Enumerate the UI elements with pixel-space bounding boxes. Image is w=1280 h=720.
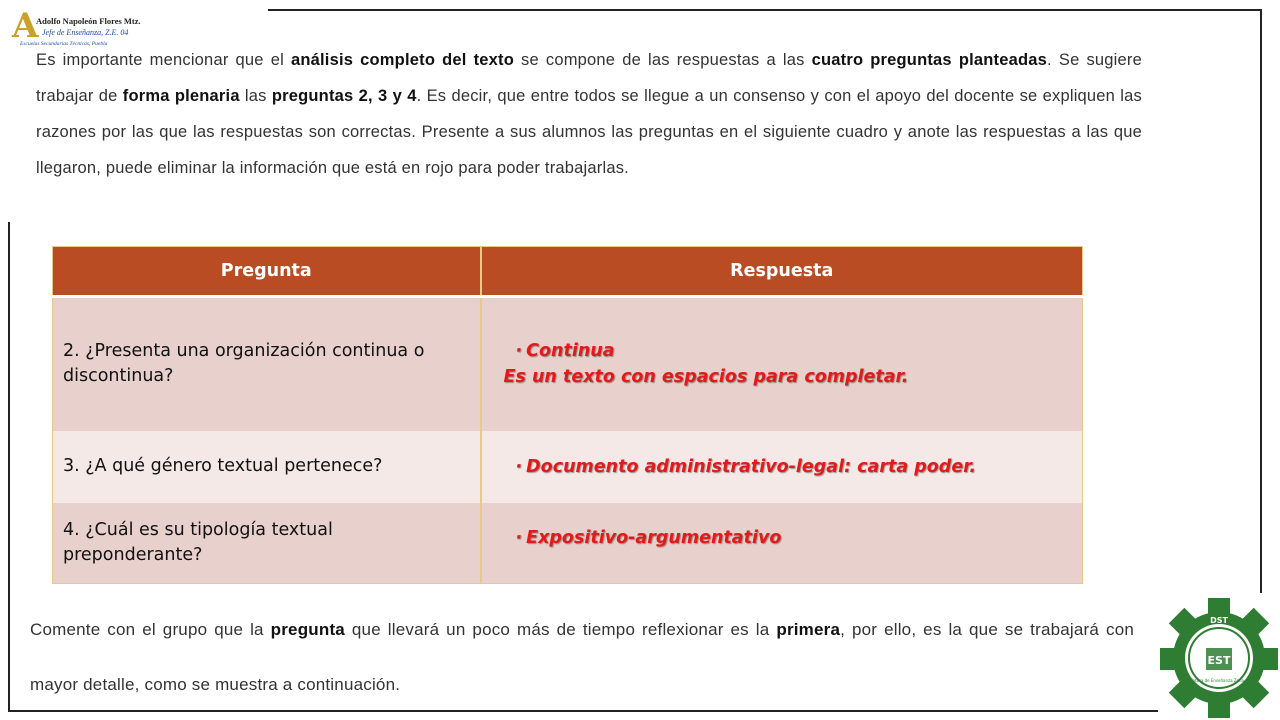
closing-paragraph — [30, 602, 1134, 712]
logo-school: Escuelas Secundarias Técnicas, Puebla — [20, 41, 108, 47]
outro-text: Comente con el grupo que la — [30, 620, 271, 639]
intro-paragraph — [36, 42, 1142, 186]
answer-bullet: · — [515, 527, 523, 548]
frame-left-line — [8, 222, 10, 712]
badge-top-text: DST — [1210, 616, 1228, 625]
intro-text: las — [239, 87, 272, 105]
logo-initial: A — [12, 6, 39, 46]
table-row — [53, 297, 1083, 431]
question-cell: 3. ¿A qué género textual pertenece? — [53, 431, 481, 503]
badge-center-text: EST — [1207, 654, 1231, 667]
logo-name: Adolfo Napoleón Flores Mtz. — [36, 16, 141, 26]
frame-top-line — [268, 9, 1262, 11]
answer-cell — [481, 431, 1083, 503]
outro-bold: pregunta — [270, 620, 345, 639]
gear-badge-icon — [1158, 596, 1280, 720]
header-answer: Respuesta — [481, 247, 1083, 297]
intro-bold: forma plenaria — [122, 87, 240, 105]
outro-text: , por ello, es la que se trabajará con mayor detalle, como se muestra a continuación. — [30, 620, 1134, 694]
question-cell: 2. ¿Presenta una organización continua o discontinua? — [53, 297, 481, 431]
answer-line — [492, 338, 1073, 364]
answer-cell — [481, 503, 1083, 584]
table-row — [53, 503, 1083, 584]
intro-text: . Es decir, que entre todos se llegue a un consenso y con el apoyo del docente se expliquen las razones por las que las respuestas son correctas. Presente a sus alumnos las preguntas en el siguiente cuadro y anote las respuestas a las que llegaron, puede eliminar la información que está en rojo para poder trabajarlas. — [36, 87, 1142, 177]
intro-bold: análisis completo del texto — [290, 51, 515, 69]
intro-text: se compone de las respuestas a las — [514, 51, 812, 69]
logo-role: Jefe de Enseñanza, Z.E. 04 — [42, 28, 129, 37]
answer-bullet: · — [515, 341, 523, 361]
answer-line — [492, 454, 1073, 480]
intro-bold: cuatro preguntas planteadas — [811, 51, 1048, 69]
answer-line: Es un texto con espacios para completar. — [503, 367, 909, 387]
intro-text: . Se sugiere trabajar de — [36, 51, 1142, 105]
badge-bottom-text: Jefatura de Enseñanza Zona 04 — [1187, 678, 1251, 683]
answer-cell — [481, 297, 1083, 431]
question-answer-table — [52, 246, 1083, 584]
table-row — [53, 431, 1083, 503]
question-cell: 4. ¿Cuál es su tipología textual preponderante? — [53, 503, 481, 584]
table-header-row — [53, 247, 1083, 297]
outro-bold: primera — [776, 620, 841, 639]
outro-text: que llevará un poco más de tiempo reflexionar es la — [344, 620, 777, 639]
header-question: Pregunta — [53, 247, 481, 297]
answer-text: Continua — [526, 341, 615, 361]
frame-right-line — [1260, 9, 1262, 593]
answer-line — [492, 525, 1073, 551]
answer-bullet: · — [515, 456, 523, 477]
answer-text: Expositivo-argumentativo — [526, 527, 782, 548]
intro-bold: preguntas 2, 3 y 4 — [271, 87, 417, 105]
intro-text: Es importante mencionar que el — [36, 51, 291, 69]
answer-text: Documento administrativo-legal: carta poder. — [526, 456, 976, 477]
